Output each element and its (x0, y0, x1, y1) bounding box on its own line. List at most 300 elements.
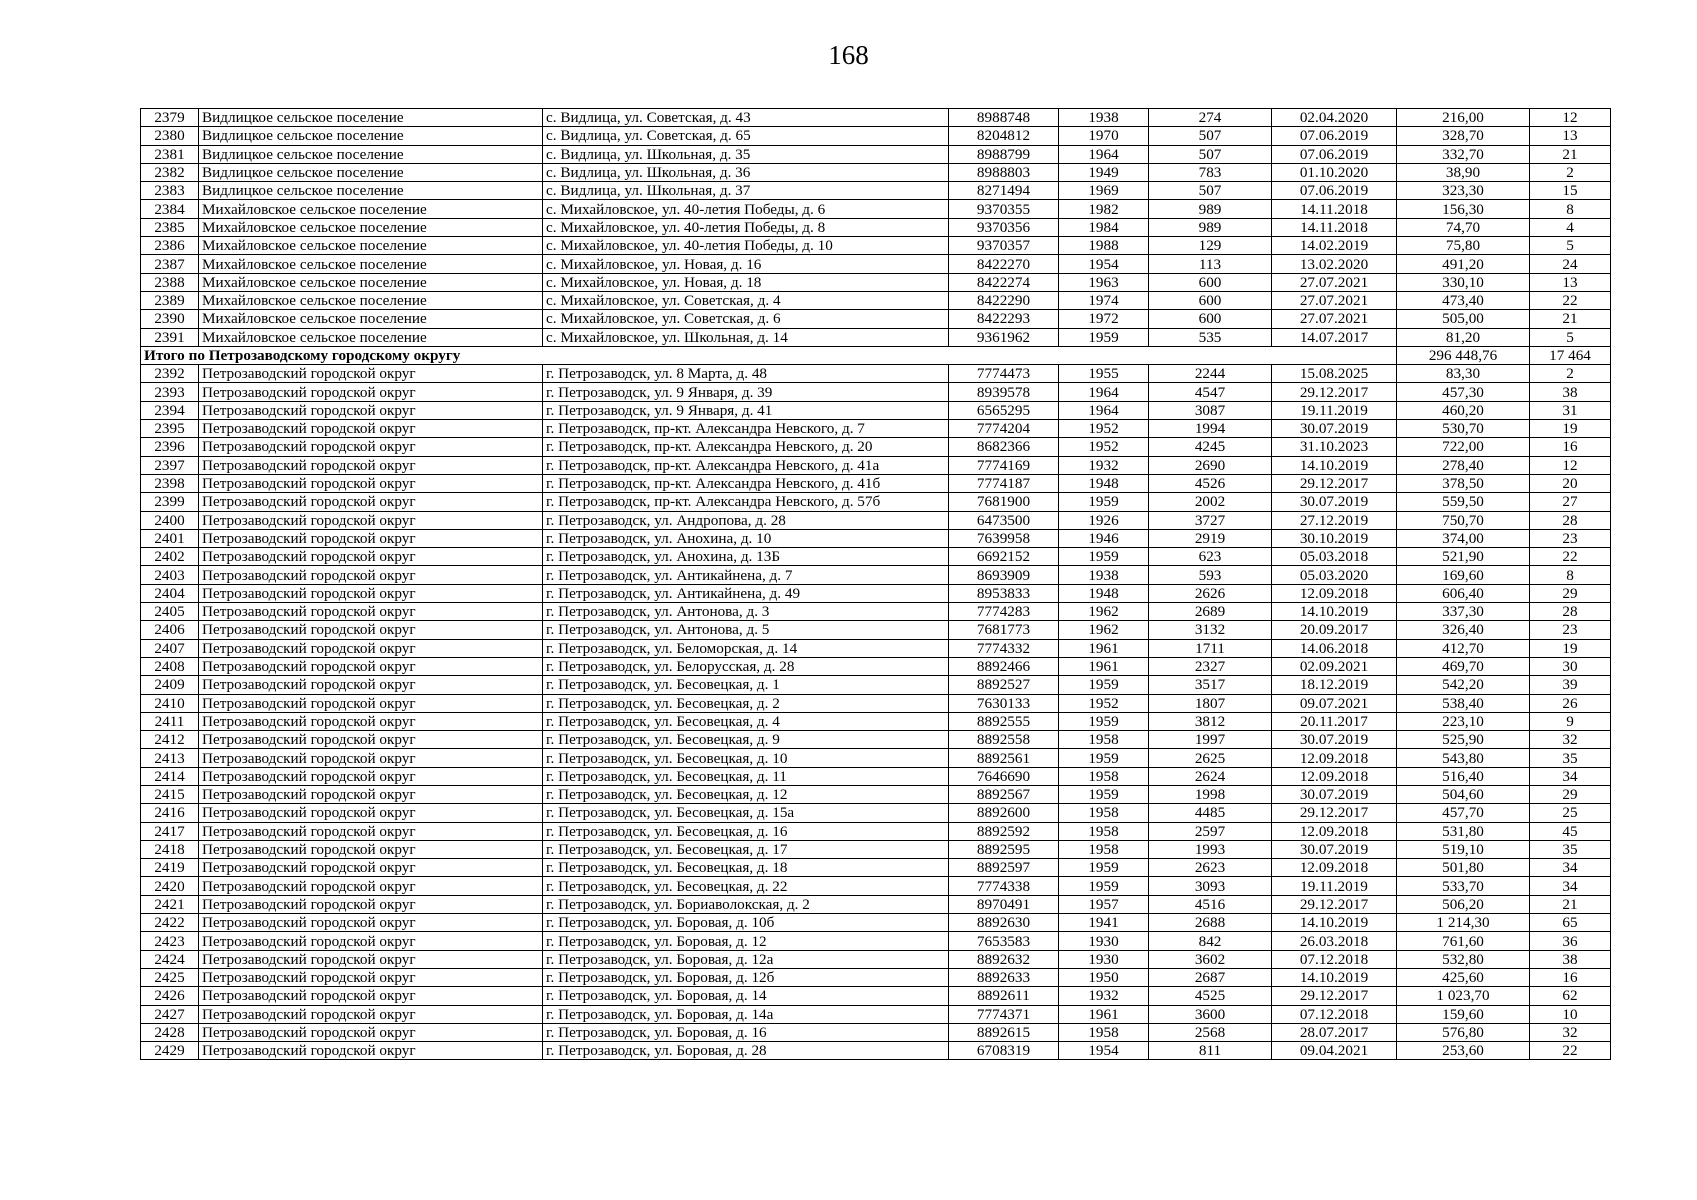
floor-area-cell: 460,20 (1397, 401, 1530, 419)
floor-area-cell: 1 214,30 (1397, 914, 1530, 932)
residents-count-cell: 32 (1530, 1023, 1611, 1041)
municipality-cell: Петрозаводский городской округ (199, 968, 543, 986)
floor-area-cell: 223,10 (1397, 712, 1530, 730)
row-number-cell: 2400 (141, 511, 199, 529)
address-cell: г. Петрозаводск, ул. Бесовецкая, д. 18 (543, 859, 949, 877)
build-year-cell: 1959 (1059, 785, 1149, 803)
inspection-date-cell: 07.06.2019 (1272, 145, 1397, 163)
building-code-cell: 6473500 (949, 511, 1059, 529)
floor-area-cell: 506,20 (1397, 895, 1530, 913)
municipality-cell: Петрозаводский городской округ (199, 1023, 543, 1041)
residents-count-cell: 13 (1530, 273, 1611, 291)
document-number-cell: 129 (1149, 237, 1272, 255)
row-number-cell: 2409 (141, 676, 199, 694)
residents-count-cell: 28 (1530, 603, 1611, 621)
row-number-cell: 2401 (141, 529, 199, 547)
row-number-cell: 2404 (141, 584, 199, 602)
residents-count-cell: 27 (1530, 493, 1611, 511)
municipality-cell: Петрозаводский городской округ (199, 1042, 543, 1060)
municipality-cell: Петрозаводский городской округ (199, 383, 543, 401)
residents-count-cell: 34 (1530, 877, 1611, 895)
municipality-cell: Петрозаводский городской округ (199, 767, 543, 785)
document-number-cell: 535 (1149, 328, 1272, 346)
municipality-cell: Петрозаводский городской округ (199, 639, 543, 657)
row-number-cell: 2416 (141, 804, 199, 822)
inspection-date-cell: 01.10.2020 (1272, 163, 1397, 181)
document-number-cell: 4525 (1149, 987, 1272, 1005)
floor-area-cell: 253,60 (1397, 1042, 1530, 1060)
build-year-cell: 1974 (1059, 291, 1149, 309)
document-number-cell: 4485 (1149, 804, 1272, 822)
building-code-cell: 9370355 (949, 200, 1059, 218)
row-number-cell: 2399 (141, 493, 199, 511)
address-cell: г. Петрозаводск, ул. Бесовецкая, д. 16 (543, 822, 949, 840)
floor-area-cell: 378,50 (1397, 474, 1530, 492)
municipality-cell: Петрозаводский городской округ (199, 566, 543, 584)
build-year-cell: 1972 (1059, 310, 1149, 328)
inspection-date-cell: 09.07.2021 (1272, 694, 1397, 712)
row-number-cell: 2385 (141, 218, 199, 236)
municipality-cell: Петрозаводский городской округ (199, 804, 543, 822)
address-cell: г. Петрозаводск, ул. Бесовецкая, д. 4 (543, 712, 949, 730)
building-code-cell: 7774204 (949, 420, 1059, 438)
inspection-date-cell: 29.12.2017 (1272, 474, 1397, 492)
municipality-cell: Петрозаводский городской округ (199, 785, 543, 803)
municipality-cell: Петрозаводский городской округ (199, 1005, 543, 1023)
building-code-cell: 8988799 (949, 145, 1059, 163)
row-number-cell: 2428 (141, 1023, 199, 1041)
build-year-cell: 1958 (1059, 804, 1149, 822)
address-cell: г. Петрозаводск, ул. Бесовецкая, д. 9 (543, 731, 949, 749)
building-code-cell: 8271494 (949, 182, 1059, 200)
table-row (141, 1042, 1611, 1060)
address-cell: с. Михайловское, ул. Школьная, д. 14 (543, 328, 949, 346)
row-number-cell: 2422 (141, 914, 199, 932)
table-row (141, 456, 1611, 474)
housing-registry-table (140, 108, 1611, 1060)
inspection-date-cell: 12.09.2018 (1272, 859, 1397, 877)
residents-count-cell: 20 (1530, 474, 1611, 492)
inspection-date-cell: 02.09.2021 (1272, 657, 1397, 675)
row-number-cell: 2381 (141, 145, 199, 163)
floor-area-cell: 330,10 (1397, 273, 1530, 291)
residents-count-cell: 26 (1530, 694, 1611, 712)
floor-area-cell: 606,40 (1397, 584, 1530, 602)
floor-area-cell: 542,20 (1397, 676, 1530, 694)
row-number-cell: 2396 (141, 438, 199, 456)
table-row (141, 420, 1611, 438)
municipality-cell: Петрозаводский городской округ (199, 877, 543, 895)
building-code-cell: 7639958 (949, 529, 1059, 547)
document-number-cell: 3087 (1149, 401, 1272, 419)
subtotal-area: 296 448,76 (1397, 346, 1530, 364)
build-year-cell: 1959 (1059, 877, 1149, 895)
row-number-cell: 2406 (141, 621, 199, 639)
building-code-cell: 8892527 (949, 676, 1059, 694)
inspection-date-cell: 12.09.2018 (1272, 767, 1397, 785)
building-code-cell: 7653583 (949, 932, 1059, 950)
inspection-date-cell: 30.07.2019 (1272, 493, 1397, 511)
floor-area-cell: 530,70 (1397, 420, 1530, 438)
municipality-cell: Михайловское сельское поселение (199, 255, 543, 273)
address-cell: г. Петрозаводск, ул. Бесовецкая, д. 10 (543, 749, 949, 767)
municipality-cell: Михайловское сельское поселение (199, 273, 543, 291)
table-row (141, 200, 1611, 218)
inspection-date-cell: 27.07.2021 (1272, 291, 1397, 309)
row-number-cell: 2386 (141, 237, 199, 255)
inspection-date-cell: 05.03.2020 (1272, 566, 1397, 584)
build-year-cell: 1952 (1059, 420, 1149, 438)
table-row (141, 895, 1611, 913)
building-code-cell: 8892466 (949, 657, 1059, 675)
document-number-cell: 1711 (1149, 639, 1272, 657)
inspection-date-cell: 19.11.2019 (1272, 401, 1397, 419)
inspection-date-cell: 27.07.2021 (1272, 273, 1397, 291)
building-code-cell: 8892600 (949, 804, 1059, 822)
build-year-cell: 1926 (1059, 511, 1149, 529)
build-year-cell: 1954 (1059, 255, 1149, 273)
residents-count-cell: 8 (1530, 200, 1611, 218)
build-year-cell: 1961 (1059, 639, 1149, 657)
build-year-cell: 1959 (1059, 749, 1149, 767)
document-number-cell: 507 (1149, 182, 1272, 200)
municipality-cell: Михайловское сельское поселение (199, 218, 543, 236)
municipality-cell: Петрозаводский городской округ (199, 694, 543, 712)
build-year-cell: 1984 (1059, 218, 1149, 236)
address-cell: г. Петрозаводск, пр-кт. Александра Невского, д. 41а (543, 456, 949, 474)
table-row (141, 474, 1611, 492)
building-code-cell: 8892611 (949, 987, 1059, 1005)
municipality-cell: Петрозаводский городской округ (199, 914, 543, 932)
residents-count-cell: 31 (1530, 401, 1611, 419)
build-year-cell: 1988 (1059, 237, 1149, 255)
row-number-cell: 2408 (141, 657, 199, 675)
address-cell: г. Петрозаводск, ул. Бесовецкая, д. 2 (543, 694, 949, 712)
residents-count-cell: 19 (1530, 420, 1611, 438)
table-row (141, 785, 1611, 803)
inspection-date-cell: 27.12.2019 (1272, 511, 1397, 529)
table-row (141, 145, 1611, 163)
municipality-cell: Петрозаводский городской округ (199, 474, 543, 492)
address-cell: с. Михайловское, ул. 40-летия Победы, д. 10 (543, 237, 949, 255)
building-code-cell: 8892592 (949, 822, 1059, 840)
table-row (141, 511, 1611, 529)
floor-area-cell: 521,90 (1397, 548, 1530, 566)
row-number-cell: 2398 (141, 474, 199, 492)
building-code-cell: 8892615 (949, 1023, 1059, 1041)
building-code-cell: 9370357 (949, 237, 1059, 255)
row-number-cell: 2384 (141, 200, 199, 218)
residents-count-cell: 5 (1530, 237, 1611, 255)
table-row (141, 859, 1611, 877)
building-code-cell: 7774169 (949, 456, 1059, 474)
document-number-cell: 2624 (1149, 767, 1272, 785)
address-cell: с. Видлица, ул. Школьная, д. 36 (543, 163, 949, 181)
subtotal-label: Итого по Петрозаводскому городскому округу (141, 346, 1397, 364)
floor-area-cell: 457,70 (1397, 804, 1530, 822)
build-year-cell: 1938 (1059, 566, 1149, 584)
document-number-cell: 600 (1149, 310, 1272, 328)
row-number-cell: 2412 (141, 731, 199, 749)
table-row (141, 804, 1611, 822)
floor-area-cell: 533,70 (1397, 877, 1530, 895)
building-code-cell: 7774332 (949, 639, 1059, 657)
row-number-cell: 2427 (141, 1005, 199, 1023)
floor-area-cell: 722,00 (1397, 438, 1530, 456)
building-code-cell: 8693909 (949, 566, 1059, 584)
row-number-cell: 2392 (141, 365, 199, 383)
inspection-date-cell: 07.06.2019 (1272, 182, 1397, 200)
build-year-cell: 1964 (1059, 401, 1149, 419)
municipality-cell: Петрозаводский городской округ (199, 603, 543, 621)
row-number-cell: 2414 (141, 767, 199, 785)
residents-count-cell: 65 (1530, 914, 1611, 932)
document-number-cell: 1994 (1149, 420, 1272, 438)
inspection-date-cell: 14.10.2019 (1272, 456, 1397, 474)
document-number-cell: 3812 (1149, 712, 1272, 730)
inspection-date-cell: 14.10.2019 (1272, 968, 1397, 986)
table-row (141, 1005, 1611, 1023)
residents-count-cell: 29 (1530, 785, 1611, 803)
row-number-cell: 2415 (141, 785, 199, 803)
municipality-cell: Петрозаводский городской округ (199, 511, 543, 529)
municipality-cell: Петрозаводский городской округ (199, 822, 543, 840)
inspection-date-cell: 07.12.2018 (1272, 950, 1397, 968)
row-number-cell: 2420 (141, 877, 199, 895)
municipality-cell: Петрозаводский городской округ (199, 548, 543, 566)
address-cell: г. Петрозаводск, ул. Боровая, д. 12а (543, 950, 949, 968)
floor-area-cell: 425,60 (1397, 968, 1530, 986)
table-row (141, 914, 1611, 932)
inspection-date-cell: 14.07.2017 (1272, 328, 1397, 346)
building-code-cell: 8892555 (949, 712, 1059, 730)
table-row (141, 840, 1611, 858)
floor-area-cell: 156,30 (1397, 200, 1530, 218)
address-cell: г. Петрозаводск, ул. Антонова, д. 5 (543, 621, 949, 639)
municipality-cell: Петрозаводский городской округ (199, 456, 543, 474)
build-year-cell: 1952 (1059, 438, 1149, 456)
building-code-cell: 6565295 (949, 401, 1059, 419)
document-number-cell: 1993 (1149, 840, 1272, 858)
row-number-cell: 2391 (141, 328, 199, 346)
floor-area-cell: 323,30 (1397, 182, 1530, 200)
document-number-cell: 3727 (1149, 511, 1272, 529)
document-number-cell: 2689 (1149, 603, 1272, 621)
address-cell: г. Петрозаводск, ул. Анохина, д. 13Б (543, 548, 949, 566)
table-row (141, 694, 1611, 712)
inspection-date-cell: 30.07.2019 (1272, 731, 1397, 749)
building-code-cell: 8988748 (949, 109, 1059, 127)
document-number-cell: 2690 (1149, 456, 1272, 474)
table-row (141, 255, 1611, 273)
build-year-cell: 1957 (1059, 895, 1149, 913)
build-year-cell: 1961 (1059, 1005, 1149, 1023)
address-cell: г. Петрозаводск, пр-кт. Александра Невского, д. 57б (543, 493, 949, 511)
floor-area-cell: 169,60 (1397, 566, 1530, 584)
table-row (141, 237, 1611, 255)
address-cell: г. Петрозаводск, ул. Бориаволокская, д. 2 (543, 895, 949, 913)
building-code-cell: 8892597 (949, 859, 1059, 877)
document-number-cell: 2625 (1149, 749, 1272, 767)
inspection-date-cell: 20.11.2017 (1272, 712, 1397, 730)
table-row (141, 328, 1611, 346)
table-row (141, 273, 1611, 291)
residents-count-cell: 10 (1530, 1005, 1611, 1023)
municipality-cell: Петрозаводский городской округ (199, 657, 543, 675)
row-number-cell: 2387 (141, 255, 199, 273)
address-cell: г. Петрозаводск, ул. Беломорская, д. 14 (543, 639, 949, 657)
row-number-cell: 2380 (141, 127, 199, 145)
inspection-date-cell: 29.12.2017 (1272, 895, 1397, 913)
residents-count-cell: 36 (1530, 932, 1611, 950)
page-number: 168 (828, 40, 869, 70)
residents-count-cell: 2 (1530, 163, 1611, 181)
table-row (141, 968, 1611, 986)
building-code-cell: 8892632 (949, 950, 1059, 968)
document-number-cell: 783 (1149, 163, 1272, 181)
municipality-cell: Петрозаводский городской округ (199, 712, 543, 730)
document-number-cell: 623 (1149, 548, 1272, 566)
build-year-cell: 1958 (1059, 840, 1149, 858)
address-cell: г. Петрозаводск, ул. Антонова, д. 3 (543, 603, 949, 621)
address-cell: г. Петрозаводск, пр-кт. Александра Невского, д. 7 (543, 420, 949, 438)
address-cell: г. Петрозаводск, ул. 9 Января, д. 41 (543, 401, 949, 419)
building-code-cell: 8422290 (949, 291, 1059, 309)
building-code-cell: 7630133 (949, 694, 1059, 712)
table-body-before-subtotal (141, 109, 1611, 347)
inspection-date-cell: 12.09.2018 (1272, 584, 1397, 602)
inspection-date-cell: 29.12.2017 (1272, 804, 1397, 822)
subtotal-section (141, 346, 1611, 364)
build-year-cell: 1959 (1059, 328, 1149, 346)
build-year-cell: 1958 (1059, 767, 1149, 785)
document-number-cell: 1807 (1149, 694, 1272, 712)
residents-count-cell: 5 (1530, 328, 1611, 346)
document-number-cell: 4547 (1149, 383, 1272, 401)
row-number-cell: 2397 (141, 456, 199, 474)
row-number-cell: 2419 (141, 859, 199, 877)
build-year-cell: 1962 (1059, 621, 1149, 639)
floor-area-cell: 216,00 (1397, 109, 1530, 127)
municipality-cell: Видлицкое сельское поселение (199, 145, 543, 163)
floor-area-cell: 504,60 (1397, 785, 1530, 803)
address-cell: г. Петрозаводск, пр-кт. Александра Невского, д. 20 (543, 438, 949, 456)
address-cell: г. Петрозаводск, ул. Бесовецкая, д. 11 (543, 767, 949, 785)
inspection-date-cell: 20.09.2017 (1272, 621, 1397, 639)
document-number-cell: 593 (1149, 566, 1272, 584)
document-number-cell: 2626 (1149, 584, 1272, 602)
address-cell: г. Петрозаводск, ул. Боровая, д. 14 (543, 987, 949, 1005)
address-cell: г. Петрозаводск, ул. Бесовецкая, д. 15а (543, 804, 949, 822)
document-number-cell: 1997 (1149, 731, 1272, 749)
row-number-cell: 2389 (141, 291, 199, 309)
table-row (141, 822, 1611, 840)
row-number-cell: 2402 (141, 548, 199, 566)
residents-count-cell: 21 (1530, 310, 1611, 328)
municipality-cell: Петрозаводский городской округ (199, 365, 543, 383)
building-code-cell: 6708319 (949, 1042, 1059, 1060)
table-row (141, 712, 1611, 730)
municipality-cell: Петрозаводский городской округ (199, 621, 543, 639)
document-number-cell: 113 (1149, 255, 1272, 273)
building-code-cell: 8422293 (949, 310, 1059, 328)
table-row (141, 127, 1611, 145)
municipality-cell: Видлицкое сельское поселение (199, 109, 543, 127)
residents-count-cell: 16 (1530, 438, 1611, 456)
address-cell: г. Петрозаводск, ул. 9 Января, д. 39 (543, 383, 949, 401)
table-row (141, 566, 1611, 584)
subtotal-people: 17 464 (1530, 346, 1611, 364)
inspection-date-cell: 31.10.2023 (1272, 438, 1397, 456)
inspection-date-cell: 18.12.2019 (1272, 676, 1397, 694)
municipality-cell: Видлицкое сельское поселение (199, 182, 543, 200)
building-code-cell: 7774371 (949, 1005, 1059, 1023)
floor-area-cell: 519,10 (1397, 840, 1530, 858)
table-row (141, 749, 1611, 767)
build-year-cell: 1932 (1059, 987, 1149, 1005)
municipality-cell: Петрозаводский городской округ (199, 584, 543, 602)
municipality-cell: Петрозаводский городской округ (199, 932, 543, 950)
document-number-cell: 811 (1149, 1042, 1272, 1060)
row-number-cell: 2379 (141, 109, 199, 127)
inspection-date-cell: 09.04.2021 (1272, 1042, 1397, 1060)
residents-count-cell: 35 (1530, 840, 1611, 858)
municipality-cell: Петрозаводский городской округ (199, 987, 543, 1005)
table-row (141, 401, 1611, 419)
inspection-date-cell: 07.12.2018 (1272, 1005, 1397, 1023)
residents-count-cell: 8 (1530, 566, 1611, 584)
address-cell: г. Петрозаводск, ул. Антикайнена, д. 49 (543, 584, 949, 602)
address-cell: г. Петрозаводск, ул. Анохина, д. 10 (543, 529, 949, 547)
document-number-cell: 3602 (1149, 950, 1272, 968)
build-year-cell: 1958 (1059, 1023, 1149, 1041)
building-code-cell: 7681900 (949, 493, 1059, 511)
residents-count-cell: 24 (1530, 255, 1611, 273)
address-cell: с. Михайловское, ул. 40-летия Победы, д. 8 (543, 218, 949, 236)
residents-count-cell: 39 (1530, 676, 1611, 694)
build-year-cell: 1959 (1059, 712, 1149, 730)
floor-area-cell: 516,40 (1397, 767, 1530, 785)
row-number-cell: 2426 (141, 987, 199, 1005)
residents-count-cell: 45 (1530, 822, 1611, 840)
table-body-after-subtotal (141, 365, 1611, 1060)
floor-area-cell: 374,00 (1397, 529, 1530, 547)
inspection-date-cell: 05.03.2018 (1272, 548, 1397, 566)
municipality-cell: Петрозаводский городской округ (199, 950, 543, 968)
document-number-cell: 4245 (1149, 438, 1272, 456)
floor-area-cell: 761,60 (1397, 932, 1530, 950)
document-number-cell: 600 (1149, 291, 1272, 309)
table-row (141, 584, 1611, 602)
table-row (141, 365, 1611, 383)
table-row (141, 932, 1611, 950)
residents-count-cell: 28 (1530, 511, 1611, 529)
floor-area-cell: 491,20 (1397, 255, 1530, 273)
residents-count-cell: 2 (1530, 365, 1611, 383)
row-number-cell: 2390 (141, 310, 199, 328)
building-code-cell: 8204812 (949, 127, 1059, 145)
inspection-date-cell: 14.10.2019 (1272, 914, 1397, 932)
row-number-cell: 2413 (141, 749, 199, 767)
address-cell: с. Видлица, ул. Школьная, д. 35 (543, 145, 949, 163)
building-code-cell: 7774283 (949, 603, 1059, 621)
building-code-cell: 8422270 (949, 255, 1059, 273)
row-number-cell: 2407 (141, 639, 199, 657)
build-year-cell: 1958 (1059, 822, 1149, 840)
inspection-date-cell: 14.10.2019 (1272, 603, 1397, 621)
residents-count-cell: 38 (1530, 383, 1611, 401)
floor-area-cell: 457,30 (1397, 383, 1530, 401)
